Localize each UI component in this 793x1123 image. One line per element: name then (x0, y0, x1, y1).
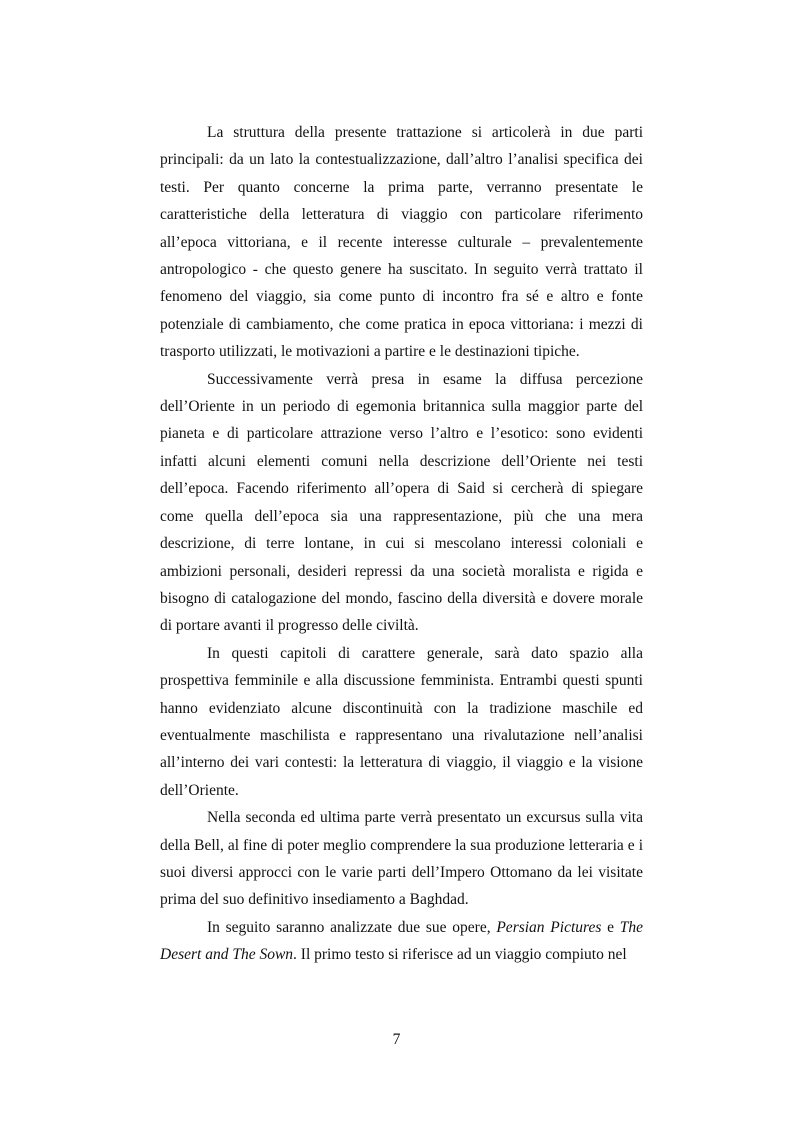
paragraph-5 (160, 914, 643, 969)
paragraph-3: In questi capitoli di carattere generale, sarà dato spazio alla prospettiva femminile e alla discussione femminista. Entrambi questi spunti hanno evidenziato alcune discontinuità con la tradizione maschile ed eventualmente maschilista e rappresentano una rivalutazione nell’analisi all’interno dei vari contesti: la letteratura di viaggio, il viaggio e la visione dell’Oriente. (160, 644, 643, 799)
paragraph-5-text-c: . Il primo testo si riferisce ad un viaggio compiuto nel (293, 946, 627, 964)
paragraph-2: Successivamente verrà presa in esame la diffusa percezione dell’Oriente in un periodo di egemonia britannica sulla maggior parte del pianeta e di particolare attrazione verso l’altro e l’esotico: sono evidenti infatti alcuni elementi comuni nella descrizione dell’Oriente nei testi dell’epoca. Facendo riferimento all’opera di Said si cercherà di spiegare come quella dell’epoca sia una rappresentazione, più che una mera descrizione, di terre lontane, in cui si mescolano interessi coloniali e ambizioni personali, desideri repressi da una società moralista e rigida e bisogno di catalogazione del mondo, fascino della diversità e dovere morale di portare avanti il progresso delle civiltà. (160, 370, 643, 635)
book-title-desert-and-sown: The Desert and The Sown (160, 918, 643, 964)
page-number: 7 (392, 1031, 401, 1048)
book-title-persian-pictures: Persian Pictures (496, 918, 602, 936)
paragraph-5-text-b: e (601, 918, 620, 936)
paragraph-1: La struttura della presente trattazione si articolerà in due parti principali: da un lato la contestualizzazione, dall’altro l’analisi specifica dei testi. Per quanto concerne la prima parte, verranno presentate le caratteristiche della letteratura di viaggio con particolare riferimento all’epoca vittoriana, e il recente interesse culturale – prevalentemente antropologico - che questo genere ha suscitato. In seguito verrà trattato il fenomeno del viaggio, sia come punto di incontro fra sé e altro e fonte potenziale di cambiamento, che come pratica in epoca vittoriana: i mezzi di trasporto utilizzati, le motivazioni a partire e le destinazioni tipiche. (160, 124, 643, 361)
body-text (160, 119, 643, 969)
paragraph-5-text-a: In seguito saranno analizzate due sue opere, (207, 918, 497, 936)
paragraph-4: Nella seconda ed ultima parte verrà presentato un excursus sulla vita della Bell, al fine di poter meglio comprendere la sua produzione letteraria e i suoi diversi approcci con le varie parti dell’Impero Ottomano da lei visitate prima del suo definitivo insediamento a Baghdad. (160, 809, 643, 909)
